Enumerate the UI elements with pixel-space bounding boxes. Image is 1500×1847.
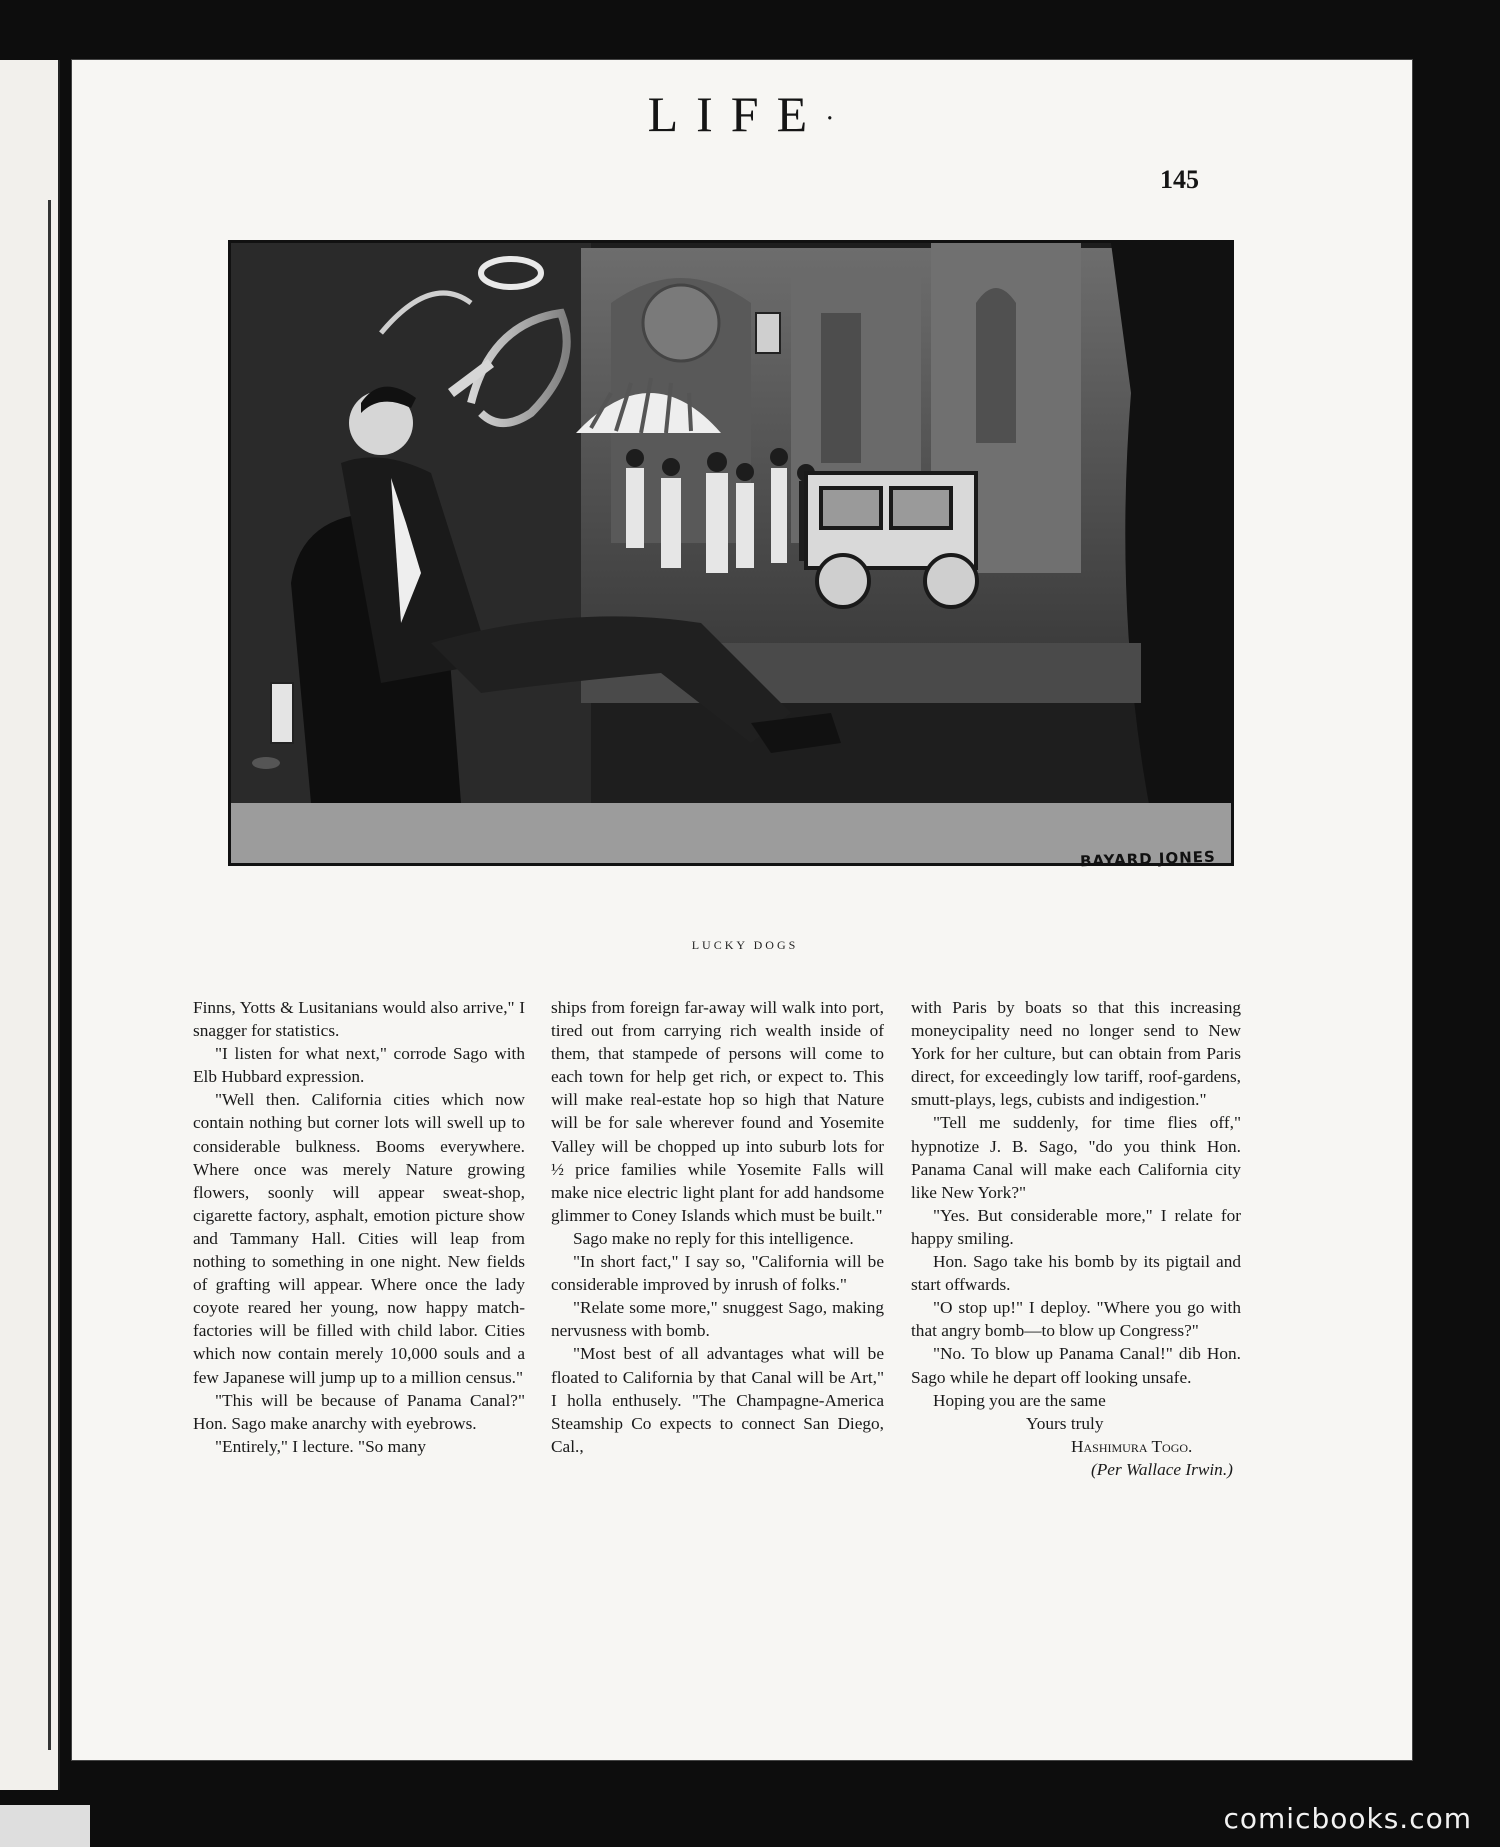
drinking-glass bbox=[271, 683, 293, 743]
paragraph: ships from foreign far-away will walk into port, tired out from carrying rich wealth inside of them, that stampede of persons will come to each town for help get rich, or expect to. This will make real-estate hop so high that Nature will be for sale wherever found and Yosemite Valley will be chopped up into suburb lots for ½ price families while Yosemite Falls will make nice electric light plant for add handsome glimmer to Coney Islands which must be built." bbox=[551, 998, 884, 1225]
paragraph: "Most best of all advantages what will be floated to California by that Canal will be Art," I holla enthusely. "The Champagne-America Steamship Co expects to connect San Diego, Cal., bbox=[551, 1344, 884, 1456]
lucky-dogs-illustration bbox=[228, 240, 1234, 866]
author-signature: Hashimura Togo. bbox=[1071, 1436, 1193, 1456]
paragraph: with Paris by boats so that this increasing moneycipality need no longer send to New York for her culture, but can obtain from Paris direct, for exceedingly low tariff, roof-gardens, smutt-plays, legs, cubists and indigestion." bbox=[911, 998, 1241, 1110]
paragraph: "In short fact," I say so, "California will be considerable improved by inrush of folks." bbox=[551, 1252, 884, 1295]
previous-page-bottom bbox=[0, 1805, 90, 1847]
article-column-3 bbox=[911, 996, 1241, 1481]
page-gutter-line bbox=[48, 200, 51, 1750]
page-number: 145 bbox=[1160, 165, 1199, 194]
paragraph: "This will be because of Panama Canal?" Hon. Sago make anarchy with eyebrows. bbox=[193, 1390, 525, 1433]
paragraph: "Well then. California cities which now contain nothing but corner lots will swell up to considerable bulkness. Booms everywhere. Where once was merely Nature growing flowers, soonly will appear sweat-shop, cigarette factory, asphalt, emotion picture show and Tammany Hall. Cities will leap from nothing to something in one night. New fields of grafting will appear. Where once the lady coyote reared her young, now happy match-factories will be filled with child labor. Cities which now contain merely 10,000 souls and a few Japanese will jump up to a million census." bbox=[193, 1090, 525, 1387]
closing-salutation: Yours truly bbox=[1026, 1413, 1104, 1433]
article-column-1 bbox=[193, 996, 525, 1458]
paragraph: "Entirely," I lecture. "So many bbox=[215, 1436, 427, 1456]
artist-signature: BAYARD JONES bbox=[1079, 847, 1217, 871]
paragraph: "Yes. But considerable more," I relate for happy smiling. bbox=[911, 1205, 1241, 1248]
paragraph: "Relate some more," snuggest Sago, making nervusness with bomb. bbox=[551, 1298, 884, 1341]
title-dot-ornament: · bbox=[825, 103, 853, 135]
illustration-drawing bbox=[231, 243, 1231, 863]
paragraph: "No. To blow up Panama Canal!" dib Hon. Sago while he depart off looking unsafe. bbox=[911, 1344, 1241, 1387]
closing-line: Hoping you are the same bbox=[933, 1390, 1106, 1410]
paragraph: "O stop up!" I deploy. "Where you go with that angry bomb—to blow up Congress?" bbox=[911, 1298, 1241, 1341]
site-watermark: comicbooks.com bbox=[1223, 1802, 1472, 1835]
paragraph: Sago make no reply for this intelligence. bbox=[573, 1228, 854, 1248]
magazine-name: LIFE bbox=[647, 86, 826, 142]
author-credit: (Per Wallace Irwin.) bbox=[1091, 1459, 1233, 1479]
paragraph: Finns, Yotts & Lusitanians would also arrive," I snagger for statistics. bbox=[193, 998, 525, 1041]
illustration-caption: LUCKY DOGS bbox=[691, 938, 799, 952]
paragraph: "I listen for what next," corrode Sago with Elb Hubbard expression. bbox=[193, 1044, 525, 1087]
paragraph: "Tell me suddenly, for time flies off," hypnotize J. B. Sago, "do you think Hon. Panama Canal will make each California city like New York?" bbox=[911, 1113, 1241, 1202]
previous-page-edge bbox=[0, 60, 60, 1790]
article-column-2 bbox=[551, 996, 884, 1458]
paragraph: Hon. Sago take his bomb by its pigtail and start offwards. bbox=[911, 1252, 1241, 1295]
page-title bbox=[560, 85, 940, 143]
